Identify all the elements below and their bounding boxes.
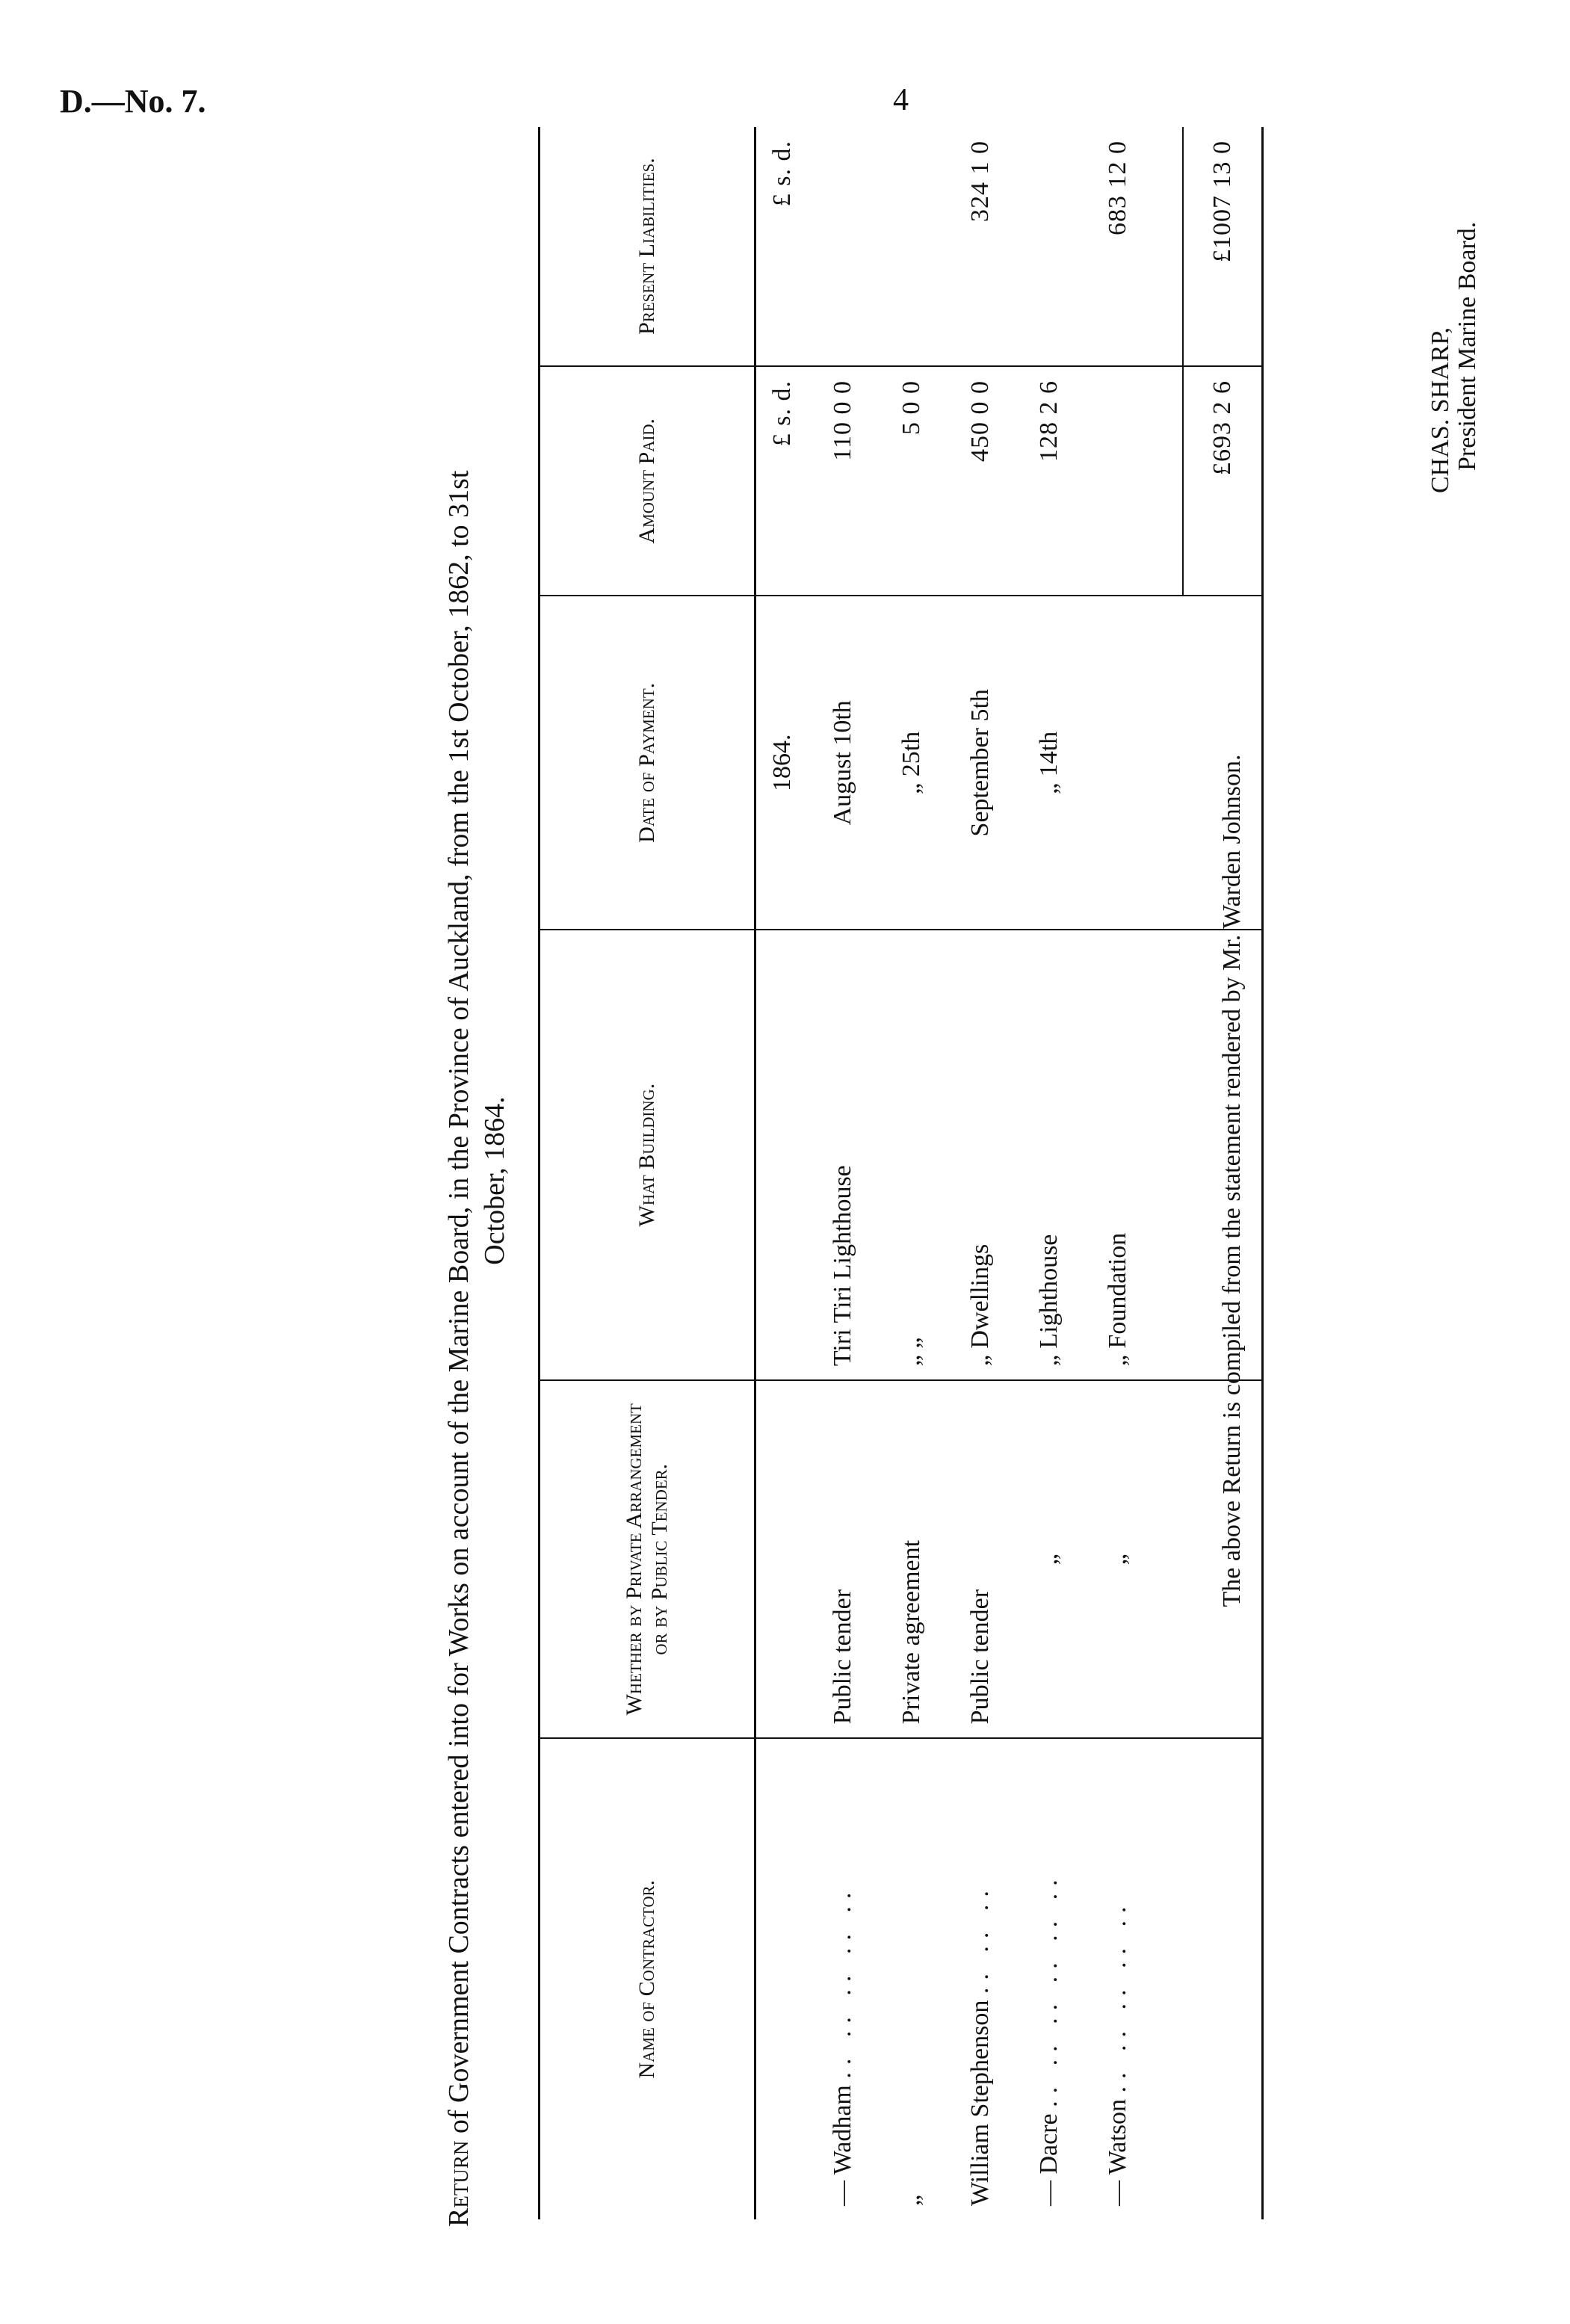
building: „ Dwellings [946,930,1015,1380]
leader-dots: .. .. .. .. .. [1104,1899,1131,2093]
signatory-title: President Marine Board. [1453,221,1481,471]
leader-dots: .. .. .. .. .. .. [1035,1872,1063,2107]
table-row [1084,127,1152,2219]
total-present-liabilities: £1007 13 0 [1183,127,1263,366]
return-title [441,135,513,2227]
amount-paid: 5 0 0 [877,366,946,596]
contract-method: „ [1015,1380,1084,1738]
present-liabilities: 324 1 0 [946,127,1015,366]
leader-dots: .. .. .. .. .. [829,1885,856,2079]
contract-method: „ [1084,1380,1152,1738]
contractor-cell [877,1738,946,2219]
spacer-cell [1152,596,1183,930]
contract-method: Public tender [809,1380,877,1738]
contract-method: Public tender [946,1380,1015,1738]
payment-date: August 10th [809,596,877,930]
contractor-name: — Watson [1104,2098,1131,2206]
contractor-name: „ [897,2194,925,2206]
spacer-row [1152,127,1183,2219]
units-blank [755,1380,809,1738]
building: „ Foundation [1084,930,1152,1380]
spacer-cell [1152,930,1183,1380]
payment-date: „ 14th [1015,596,1084,930]
table-row [946,127,1015,2219]
spacer-cell [1152,366,1183,596]
building: „ Lighthouse [1015,930,1084,1380]
units-blank [755,1738,809,2219]
header-paid: Amount Paid. [540,366,755,596]
units-year: 1864. [755,596,809,930]
building: Tiri Tiri Lighthouse [809,930,877,1380]
page-number: 4 [893,83,909,117]
header-date: Date of Payment. [540,596,755,930]
payment-date: September 5th [946,596,1015,930]
header-name: Name of Contractor. [540,1738,755,2219]
title-lead: Return [443,2140,475,2227]
title-text: of Government Contracts entered into for Works on account of the Marine Board, in the Province of Auckland, from the 1st October, 1862, to 31st [443,470,475,2141]
table-row [1015,127,1084,2219]
present-liabilities [877,127,946,366]
contractor-name: — Wadham [829,2085,856,2206]
contractor-cell [1015,1738,1084,2219]
contractor-cell [809,1738,877,2219]
amount-paid: 450 0 0 [946,366,1015,596]
spacer-cell [1152,127,1183,366]
title-continuation: October, 1864. [479,1096,510,1265]
present-liabilities: 683 12 0 [1084,127,1152,366]
rotated-content [389,90,1554,2272]
contractor-name: William Stephenson [966,2000,994,2206]
contract-method: Private agreement [877,1380,946,1738]
payment-date: „ 25th [877,596,946,930]
contractor-cell [946,1738,1015,2219]
document-reference: D.—No. 7. [60,83,206,120]
present-liabilities [809,127,877,366]
building: „ „ [877,930,946,1380]
spacer-cell [1152,1738,1183,2219]
table-header-row [540,127,755,2219]
contractor-name: — Dacre [1035,2113,1063,2206]
total-amount-paid: £693 2 6 [1183,366,1263,596]
header-how: Whether by Private Arrangement or by Public Tender. [540,1380,755,1738]
signature-block [1427,222,1481,493]
header-building: What Building. [540,930,755,1380]
units-row [755,127,809,2219]
footnote: The above Return is compiled from the statement rendered by Mr. Warden Johnson. [1218,754,1246,1607]
amount-paid: 128 2 6 [1015,366,1084,596]
units-liabilities: £ s. d. [755,127,809,366]
leader-dots: .. .. .. [966,1883,994,1994]
present-liabilities [1015,127,1084,366]
amount-paid: 110 0 0 [809,366,877,596]
payment-date [1084,596,1152,930]
contractor-cell [1084,1738,1152,2219]
signatory-name: CHAS. SHARP, [1427,327,1454,493]
table-row [877,127,946,2219]
header-liabilities: Present Liabilities. [540,127,755,366]
amount-paid [1084,366,1152,596]
contracts-table [538,127,1264,2219]
table-row [809,127,877,2219]
units-paid: £ s. d. [755,366,809,596]
units-blank [755,930,809,1380]
spacer-cell [1152,1380,1183,1738]
